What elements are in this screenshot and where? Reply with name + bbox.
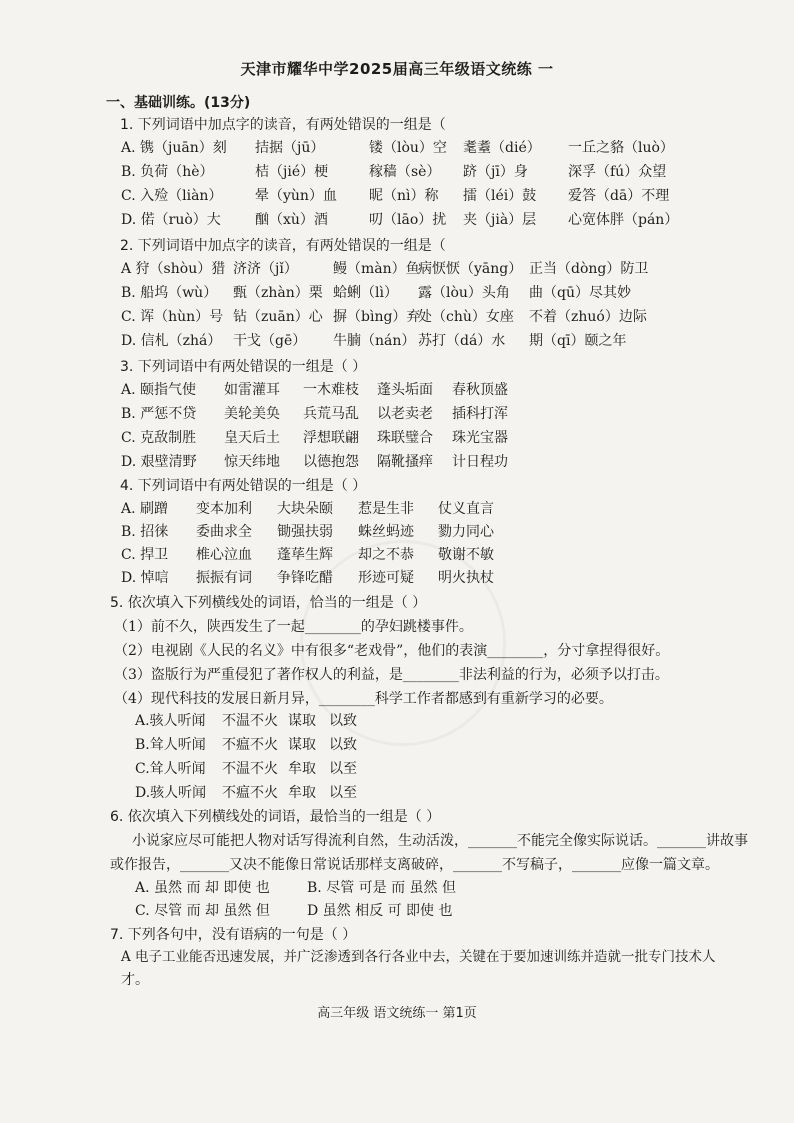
q2-d-5: 期（qī）颐之年 (529, 333, 627, 349)
page-footer: 高三年级 语文统练一 第1页 (317, 1006, 477, 1021)
q2-c-3: 摒（bìng）弃 (333, 309, 421, 325)
q1-b-1: B. 负荷（hè） (121, 164, 214, 180)
q2-b-1: B. 船坞（wù） (121, 285, 218, 301)
q6-option-a: A. 虽然 而 却 即使 也 (135, 880, 270, 896)
q3-a-4: 蓬头垢面 (377, 382, 433, 398)
q3-d-3: 以德抱怨 (303, 454, 359, 470)
question-4-stem: 4. 下列词语中有两处错误的一组是（ ） (120, 478, 367, 494)
q6-option-c: C. 尽管 而 却 虽然 但 (135, 903, 270, 919)
q2-d-2: 干戈（gē） (233, 333, 307, 349)
q1-b-3: 稼穑（sè） (369, 164, 441, 180)
q5-c-1: C.耸人听闻 (135, 761, 206, 777)
q4-b-4: 蛛丝蚂迹 (358, 524, 414, 540)
q1-d-3: 叨（lāo）扰 (369, 212, 447, 228)
q4-d-5: 明火执杖 (438, 570, 494, 586)
q1-d-2: 酗（xù）酒 (255, 212, 328, 228)
q2-a-4: 病恹恹（yāng） (418, 261, 523, 277)
q1-c-3: 昵（nì）称 (369, 188, 439, 204)
q1-a-1: A. 镌（juān）刻 (121, 140, 227, 156)
q3-b-4: 以老卖老 (377, 406, 433, 422)
q5-b-3: 谋取 (288, 737, 316, 753)
q2-a-5: 正当（dòng）防卫 (529, 261, 649, 277)
q5-d-3: 牟取 (288, 785, 316, 801)
q2-c-2: 钻（zuān）心 (233, 309, 323, 325)
q2-d-1: D. 信札（zhá） (121, 333, 222, 349)
q5-c-4: 以至 (329, 761, 357, 777)
q4-d-3: 争锋吃醋 (277, 570, 333, 586)
q4-a-3: 大块朵颐 (277, 501, 333, 517)
q5-sentence-3: （3）盗版行为严重侵犯了著作权人的利益，是________非法利益的行为，必须予以打击。 (114, 667, 669, 683)
q1-c-1: C. 入殓（liàn） (121, 188, 223, 204)
q2-c-4: 处（chù）女座 (418, 309, 514, 325)
q5-sentence-2: （2）电视剧《人民的名义》中有很多“老戏骨”，他们的表演________，分寸拿捏得很好。 (114, 643, 670, 659)
q5-a-1: A.骇人听闻 (135, 713, 206, 729)
q3-d-5: 计日程功 (452, 454, 508, 470)
q4-a-5: 仗义直言 (438, 501, 494, 517)
q3-c-3: 浮想联翩 (303, 430, 359, 446)
q2-b-3: 蛤蜊（lì） (333, 285, 398, 301)
q5-c-2: 不温不火 (222, 761, 278, 777)
q3-d-2: 惊天纬地 (224, 454, 280, 470)
q2-a-3: 鳗（màn）鱼 (333, 261, 420, 277)
q4-b-2: 委曲求全 (196, 524, 252, 540)
q5-d-4: 以至 (329, 785, 357, 801)
q5-a-4: 以致 (329, 713, 357, 729)
question-1-stem: 1. 下列词语中加点字的读音，有两处错误的一组是（ (120, 117, 446, 133)
q2-b-4: 露（lòu）头角 (418, 285, 510, 301)
q1-d-5: 心宽体胖（pán） (568, 212, 679, 228)
q3-a-3: 一木难枝 (303, 382, 359, 398)
q5-d-1: D.骇人听闻 (135, 785, 207, 801)
q5-a-3: 谋取 (288, 713, 316, 729)
q2-b-2: 甄（zhàn）栗 (233, 285, 323, 301)
q1-b-5: 深孚（fú）众望 (568, 164, 667, 180)
q6-paragraph-line-1: 小说家应尽可能把人物对话写得流利自然，生动活泼，_______不能完全像实际说话。_______讲故事 (132, 833, 748, 849)
q5-c-3: 牟取 (288, 761, 316, 777)
section-heading: 一、基础训练。(13分) (106, 95, 251, 111)
q1-c-5: 爱答（dā）不理 (568, 188, 670, 204)
q5-d-2: 不瘟不火 (222, 785, 278, 801)
page-title: 天津市耀华中学2025届高三年级语文统练 一 (240, 60, 554, 78)
q4-a-4: 惹是生非 (358, 501, 414, 517)
q2-d-4: 苏打（dá）水 (418, 333, 506, 349)
question-5-stem: 5. 依次填入下列横线处的词语，恰当的一组是（ ） (110, 595, 427, 611)
q4-c-1: C. 捍卫 (121, 547, 169, 563)
q4-d-4: 形迹可疑 (358, 570, 414, 586)
q3-b-5: 插科打浑 (452, 406, 508, 422)
q5-b-4: 以致 (329, 737, 357, 753)
q5-sentence-1: （1）前不久，陕西发生了一起________的孕妇跳楼事件。 (114, 619, 473, 635)
q7-option-a-line-1: A 电子工业能否迅速发展，并广泛渗透到各行各业中去，关键在于要加速训练并造就一批专门技术人 (121, 949, 716, 965)
q5-b-2: 不瘟不火 (222, 737, 278, 753)
q4-d-2: 振振有词 (196, 570, 252, 586)
q6-paragraph-line-2: 或作报告，_______又决不能像日常说话那样支离破碎，_______不写稿子，_______应像一篇文章。 (110, 857, 719, 873)
q1-d-1: D. 偌（ruò）大 (121, 212, 221, 228)
q3-c-1: C. 克敌制胜 (121, 430, 197, 446)
q3-b-1: B. 严惩不贷 (121, 406, 197, 422)
q4-c-5: 敬谢不敏 (438, 547, 494, 563)
q2-b-5: 曲（qū）尽其妙 (529, 285, 631, 301)
question-6-stem: 6. 依次填入下列横线处的词语，最恰当的一组是（ ） (110, 809, 441, 825)
q3-b-2: 美轮美奂 (224, 406, 280, 422)
q4-c-4: 却之不恭 (358, 547, 414, 563)
q4-b-5: 勠力同心 (438, 524, 494, 540)
q6-option-b: B. 尽管 可是 而 虽然 但 (307, 880, 456, 896)
q1-a-4: 耄耋（dié） (463, 140, 541, 156)
question-7-stem: 7. 下列各句中，没有语病的一句是（ ） (110, 927, 357, 943)
q3-c-4: 珠联璧合 (377, 430, 433, 446)
q1-b-4: 跻（jī）身 (463, 164, 528, 180)
q1-a-5: 一丘之貉（luò） (568, 140, 674, 156)
q4-c-3: 蓬荜生辉 (277, 547, 333, 563)
q5-sentence-4: （4）现代科技的发展日新月异，________科学工作者都感到有重新学习的必要。 (114, 691, 613, 707)
q3-c-2: 皇天后土 (224, 430, 280, 446)
q3-d-1: D. 艰壁清野 (121, 454, 197, 470)
q3-b-3: 兵荒马乱 (303, 406, 359, 422)
q2-c-5: 不着（zhuó）边际 (529, 309, 647, 325)
q5-b-1: B.耸人听闻 (135, 737, 206, 753)
q2-a-1: A 狩（shòu）猎 (121, 261, 226, 277)
q3-d-4: 隔靴搔痒 (377, 454, 433, 470)
q1-b-2: 桔（jié）梗 (255, 164, 329, 180)
q2-c-1: C. 诨（hùn）号 (121, 309, 224, 325)
q5-a-2: 不温不火 (222, 713, 278, 729)
q4-b-3: 锄强扶弱 (277, 524, 333, 540)
q2-d-3: 牛腩（nán） (333, 333, 416, 349)
q6-option-d: D 虽然 相反 可 即使 也 (307, 903, 453, 919)
q3-c-5: 珠光宝器 (452, 430, 508, 446)
q1-c-2: 晕（yùn）血 (255, 188, 337, 204)
q4-a-2: 变本加利 (196, 501, 252, 517)
q1-d-4: 夹（jià）层 (463, 212, 537, 228)
q3-a-5: 春秋顶盛 (452, 382, 508, 398)
q4-b-1: B. 招徕 (121, 524, 169, 540)
q7-option-a-line-2: 才。 (121, 972, 149, 988)
q1-a-2: 拮据（jū） (255, 140, 325, 156)
q1-c-4: 擂（léi）鼓 (463, 188, 537, 204)
q3-a-2: 如雷灌耳 (224, 382, 280, 398)
q1-a-3: 镂（lòu）空 (369, 140, 447, 156)
q4-a-1: A. 刷蹭 (121, 501, 169, 517)
question-2-stem: 2. 下列词语中加点字的读音，有两处错误的一组是（ (120, 238, 446, 254)
q4-c-2: 椎心泣血 (196, 547, 252, 563)
q3-a-1: A. 颐指气使 (121, 382, 197, 398)
question-3-stem: 3. 下列词语中有两处错误的一组是（ ） (120, 359, 367, 375)
q4-d-1: D. 悼唁 (121, 570, 169, 586)
q2-a-2: 济济（jǐ） (233, 261, 298, 277)
